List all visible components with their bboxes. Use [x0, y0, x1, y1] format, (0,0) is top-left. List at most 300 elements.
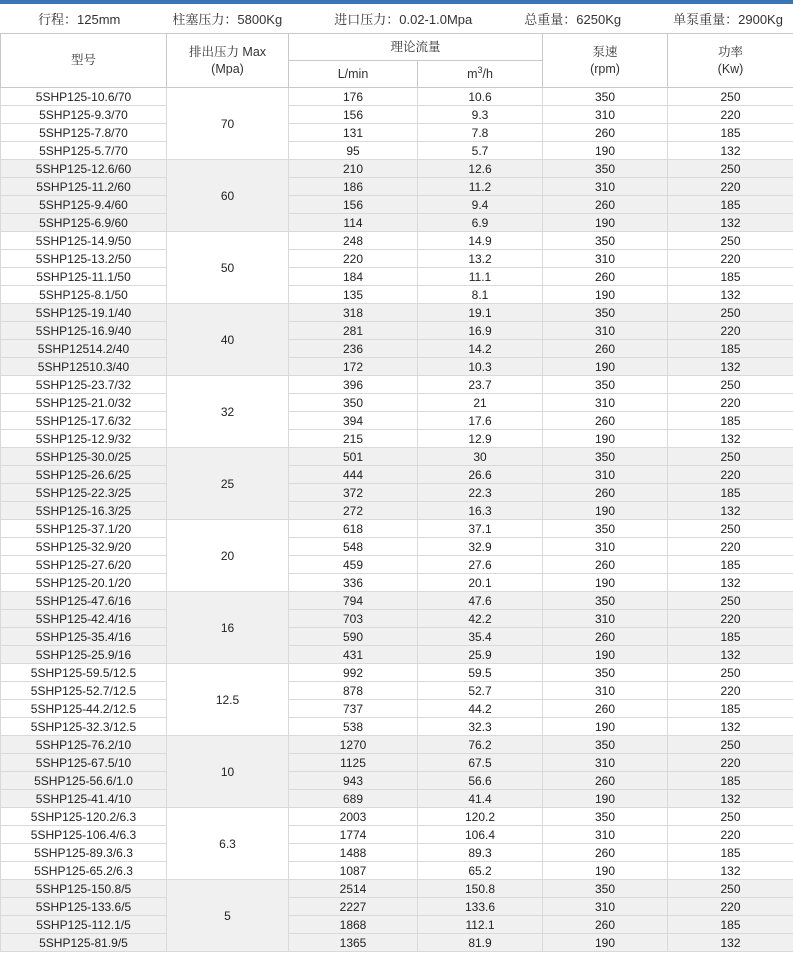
flow-m3h-cell: 41.4	[418, 790, 543, 808]
pump-spec-table	[0, 33, 793, 952]
model-cell: 5SHP125-81.9/5	[1, 934, 167, 952]
table-row	[1, 808, 793, 826]
table-row	[1, 160, 793, 178]
power-cell: 220	[668, 178, 793, 196]
pump-speed-cell: 350	[543, 88, 668, 106]
power-cell: 132	[668, 430, 793, 448]
model-cell: 5SHP125-22.3/25	[1, 484, 167, 502]
model-cell: 5SHP125-11.2/60	[1, 178, 167, 196]
table-row	[1, 322, 793, 340]
pump-speed-cell: 190	[543, 646, 668, 664]
spec-table-body	[1, 88, 793, 952]
table-row	[1, 844, 793, 862]
column-header-lmin: L/min	[289, 61, 418, 88]
pump-speed-cell: 190	[543, 718, 668, 736]
model-cell: 5SHP125-23.7/32	[1, 376, 167, 394]
table-row	[1, 178, 793, 196]
discharge-pressure-cell: 5	[167, 880, 289, 952]
flow-m3h-cell: 11.1	[418, 268, 543, 286]
power-cell: 132	[668, 574, 793, 592]
flow-lmin-cell: 336	[289, 574, 418, 592]
info-item-single-pump-weight: 单泵重量：2900Kg	[673, 12, 783, 27]
discharge-pressure-cell: 32	[167, 376, 289, 448]
flow-lmin-cell: 943	[289, 772, 418, 790]
flow-lmin-cell: 459	[289, 556, 418, 574]
pump-speed-unit: (rpm)	[590, 61, 620, 76]
flow-lmin-cell: 186	[289, 178, 418, 196]
table-row	[1, 394, 793, 412]
table-row	[1, 466, 793, 484]
table-row	[1, 880, 793, 898]
flow-m3h-cell: 47.6	[418, 592, 543, 610]
table-row	[1, 862, 793, 880]
power-label: 功率	[718, 44, 744, 59]
power-cell: 132	[668, 214, 793, 232]
power-cell: 185	[668, 772, 793, 790]
model-cell: 5SHP125-19.1/40	[1, 304, 167, 322]
pump-speed-cell: 260	[543, 700, 668, 718]
flow-lmin-cell: 350	[289, 394, 418, 412]
discharge-pressure-cell: 16	[167, 592, 289, 664]
model-cell: 5SHP125-30.0/25	[1, 448, 167, 466]
table-row	[1, 340, 793, 358]
table-row	[1, 898, 793, 916]
flow-lmin-cell: 1125	[289, 754, 418, 772]
pump-speed-cell: 260	[543, 556, 668, 574]
flow-m3h-cell: 16.3	[418, 502, 543, 520]
model-cell: 5SHP125-32.9/20	[1, 538, 167, 556]
power-cell: 250	[668, 808, 793, 826]
power-cell: 250	[668, 736, 793, 754]
model-cell: 5SHP125-67.5/10	[1, 754, 167, 772]
flow-lmin-cell: 1488	[289, 844, 418, 862]
flow-m3h-cell: 21	[418, 394, 543, 412]
discharge-pressure-label: 排出压力 Max	[188, 44, 267, 59]
column-header-power	[668, 34, 793, 88]
flow-lmin-cell: 618	[289, 520, 418, 538]
flow-m3h-cell: 67.5	[418, 754, 543, 772]
flow-lmin-cell: 156	[289, 106, 418, 124]
flow-m3h-cell: 6.9	[418, 214, 543, 232]
flow-lmin-cell: 538	[289, 718, 418, 736]
table-row	[1, 304, 793, 322]
flow-m3h-cell: 12.6	[418, 160, 543, 178]
pump-speed-cell: 350	[543, 304, 668, 322]
flow-lmin-cell: 737	[289, 700, 418, 718]
header-row-1	[1, 34, 793, 61]
pump-speed-cell: 310	[543, 682, 668, 700]
flow-lmin-cell: 992	[289, 664, 418, 682]
flow-m3h-cell: 9.4	[418, 196, 543, 214]
column-header-m3h	[418, 61, 543, 88]
table-row	[1, 358, 793, 376]
flow-m3h-cell: 42.2	[418, 610, 543, 628]
power-cell: 250	[668, 88, 793, 106]
table-row	[1, 664, 793, 682]
model-cell: 5SHP125-112.1/5	[1, 916, 167, 934]
power-cell: 220	[668, 106, 793, 124]
table-row	[1, 484, 793, 502]
info-item-plunger-force: 柱塞压力：5800Kg	[172, 12, 283, 27]
flow-lmin-cell: 372	[289, 484, 418, 502]
flow-lmin-cell: 590	[289, 628, 418, 646]
flow-m3h-cell: 150.8	[418, 880, 543, 898]
flow-m3h-cell: 10.3	[418, 358, 543, 376]
model-cell: 5SHP125-89.3/6.3	[1, 844, 167, 862]
power-cell: 132	[668, 718, 793, 736]
info-item-total-weight: 总重量：6250Kg	[524, 12, 622, 27]
pump-speed-cell: 310	[543, 826, 668, 844]
flow-m3h-cell: 133.6	[418, 898, 543, 916]
power-cell: 220	[668, 538, 793, 556]
column-header-discharge-pressure	[167, 34, 289, 88]
flow-lmin-cell: 2227	[289, 898, 418, 916]
pump-speed-cell: 190	[543, 142, 668, 160]
spec-table-header	[1, 34, 793, 88]
table-row	[1, 88, 793, 106]
power-cell: 250	[668, 160, 793, 178]
power-unit: (Kw)	[717, 61, 744, 76]
pump-speed-cell: 310	[543, 754, 668, 772]
pump-speed-cell: 350	[543, 664, 668, 682]
power-cell: 220	[668, 826, 793, 844]
model-cell: 5SHP125-13.2/50	[1, 250, 167, 268]
table-row	[1, 646, 793, 664]
table-row	[1, 916, 793, 934]
table-row	[1, 106, 793, 124]
flow-m3h-cell: 22.3	[418, 484, 543, 502]
power-cell: 132	[668, 790, 793, 808]
discharge-pressure-cell: 25	[167, 448, 289, 520]
flow-lmin-cell: 431	[289, 646, 418, 664]
flow-m3h-cell: 9.3	[418, 106, 543, 124]
flow-m3h-cell: 81.9	[418, 934, 543, 952]
model-cell: 5SHP125-41.4/10	[1, 790, 167, 808]
flow-m3h-cell: 76.2	[418, 736, 543, 754]
power-cell: 132	[668, 862, 793, 880]
power-cell: 132	[668, 646, 793, 664]
flow-m3h-cell: 19.1	[418, 304, 543, 322]
model-cell: 5SHP125-52.7/12.5	[1, 682, 167, 700]
flow-lmin-cell: 172	[289, 358, 418, 376]
info-item-inlet-pressure: 进口压力：0.02-1.0Mpa	[334, 12, 473, 27]
pump-speed-cell: 310	[543, 898, 668, 916]
model-cell: 5SHP125-6.9/60	[1, 214, 167, 232]
flow-m3h-cell: 20.1	[418, 574, 543, 592]
pump-speed-cell: 260	[543, 628, 668, 646]
flow-lmin-cell: 501	[289, 448, 418, 466]
table-row	[1, 790, 793, 808]
pump-speed-cell: 260	[543, 772, 668, 790]
model-cell: 5SHP125-133.6/5	[1, 898, 167, 916]
power-cell: 250	[668, 520, 793, 538]
model-cell: 5SHP125-11.1/50	[1, 268, 167, 286]
pump-speed-cell: 350	[543, 448, 668, 466]
model-cell: 5SHP125-47.6/16	[1, 592, 167, 610]
table-row	[1, 286, 793, 304]
pump-speed-cell: 190	[543, 790, 668, 808]
table-row	[1, 538, 793, 556]
discharge-pressure-unit: (Mpa)	[211, 61, 244, 76]
pump-speed-cell: 260	[543, 916, 668, 934]
model-cell: 5SHP125-20.1/20	[1, 574, 167, 592]
model-cell: 5SHP125-44.2/12.5	[1, 700, 167, 718]
power-cell: 220	[668, 610, 793, 628]
model-cell: 5SHP125-120.2/6.3	[1, 808, 167, 826]
discharge-pressure-cell: 10	[167, 736, 289, 808]
pump-speed-cell: 350	[543, 592, 668, 610]
power-cell: 220	[668, 466, 793, 484]
flow-lmin-cell: 1365	[289, 934, 418, 952]
flow-m3h-cell: 112.1	[418, 916, 543, 934]
discharge-pressure-cell: 70	[167, 88, 289, 160]
table-row	[1, 826, 793, 844]
pump-speed-cell: 310	[543, 538, 668, 556]
power-cell: 185	[668, 628, 793, 646]
flow-m3h-cell: 8.1	[418, 286, 543, 304]
table-row	[1, 124, 793, 142]
model-cell: 5SHP125-150.8/5	[1, 880, 167, 898]
flow-m3h-cell: 56.6	[418, 772, 543, 790]
model-cell: 5SHP125-65.2/6.3	[1, 862, 167, 880]
pump-speed-cell: 190	[543, 286, 668, 304]
flow-m3h-cell: 14.9	[418, 232, 543, 250]
table-row	[1, 772, 793, 790]
flow-m3h-cell: 17.6	[418, 412, 543, 430]
pump-speed-cell: 260	[543, 484, 668, 502]
flow-lmin-cell: 156	[289, 196, 418, 214]
flow-lmin-cell: 248	[289, 232, 418, 250]
flow-lmin-cell: 236	[289, 340, 418, 358]
flow-lmin-cell: 135	[289, 286, 418, 304]
power-cell: 220	[668, 394, 793, 412]
table-row	[1, 502, 793, 520]
discharge-pressure-cell: 20	[167, 520, 289, 592]
model-cell: 5SHP125-8.1/50	[1, 286, 167, 304]
flow-m3h-cell: 32.3	[418, 718, 543, 736]
pump-speed-cell: 350	[543, 160, 668, 178]
power-cell: 185	[668, 700, 793, 718]
pump-speed-cell: 350	[543, 808, 668, 826]
flow-m3h-cell: 16.9	[418, 322, 543, 340]
flow-m3h-cell: 35.4	[418, 628, 543, 646]
discharge-pressure-cell: 6.3	[167, 808, 289, 880]
model-cell: 5SHP125-27.6/20	[1, 556, 167, 574]
power-cell: 220	[668, 682, 793, 700]
table-row	[1, 718, 793, 736]
model-cell: 5SHP125-42.4/16	[1, 610, 167, 628]
model-cell: 5SHP125-16.3/25	[1, 502, 167, 520]
flow-lmin-cell: 878	[289, 682, 418, 700]
table-row	[1, 736, 793, 754]
m3h-rest: /h	[482, 66, 493, 81]
flow-lmin-cell: 215	[289, 430, 418, 448]
flow-lmin-cell: 703	[289, 610, 418, 628]
pump-speed-label: 泵速	[592, 44, 618, 59]
column-header-model: 型号	[1, 34, 167, 88]
m3h-base: m	[467, 66, 478, 81]
pump-speed-cell: 260	[543, 340, 668, 358]
power-cell: 185	[668, 196, 793, 214]
flow-lmin-cell: 131	[289, 124, 418, 142]
flow-lmin-cell: 176	[289, 88, 418, 106]
model-cell: 5SHP125-25.9/16	[1, 646, 167, 664]
pump-speed-cell: 190	[543, 214, 668, 232]
flow-m3h-cell: 11.2	[418, 178, 543, 196]
pump-speed-cell: 350	[543, 736, 668, 754]
pump-speed-cell: 190	[543, 574, 668, 592]
model-cell: 5SHP125-35.4/16	[1, 628, 167, 646]
model-cell: 5SHP125-9.3/70	[1, 106, 167, 124]
model-cell: 5SHP125-12.9/32	[1, 430, 167, 448]
flow-m3h-cell: 14.2	[418, 340, 543, 358]
pump-speed-cell: 310	[543, 610, 668, 628]
column-header-theoretical-flow: 理论流量	[289, 34, 543, 61]
flow-lmin-cell: 272	[289, 502, 418, 520]
pump-speed-cell: 260	[543, 412, 668, 430]
flow-lmin-cell: 1868	[289, 916, 418, 934]
pump-speed-cell: 350	[543, 880, 668, 898]
flow-m3h-cell: 5.7	[418, 142, 543, 160]
table-row	[1, 448, 793, 466]
power-cell: 220	[668, 322, 793, 340]
flow-lmin-cell: 318	[289, 304, 418, 322]
pump-speed-cell: 310	[543, 106, 668, 124]
pump-speed-cell: 190	[543, 502, 668, 520]
table-row	[1, 232, 793, 250]
table-row	[1, 682, 793, 700]
table-row	[1, 610, 793, 628]
table-row	[1, 700, 793, 718]
flow-lmin-cell: 394	[289, 412, 418, 430]
flow-m3h-cell: 32.9	[418, 538, 543, 556]
pump-speed-cell: 190	[543, 430, 668, 448]
model-cell: 5SHP12510.3/40	[1, 358, 167, 376]
pump-speed-cell: 350	[543, 232, 668, 250]
column-header-pump-speed	[543, 34, 668, 88]
m3h-superscript: 3	[477, 64, 483, 75]
flow-lmin-cell: 210	[289, 160, 418, 178]
flow-lmin-cell: 794	[289, 592, 418, 610]
flow-lmin-cell: 2003	[289, 808, 418, 826]
model-cell: 5SHP125-5.7/70	[1, 142, 167, 160]
power-cell: 185	[668, 412, 793, 430]
flow-m3h-cell: 26.6	[418, 466, 543, 484]
flow-lmin-cell: 220	[289, 250, 418, 268]
pump-speed-cell: 310	[543, 178, 668, 196]
flow-m3h-cell: 59.5	[418, 664, 543, 682]
discharge-pressure-cell: 60	[167, 160, 289, 232]
model-cell: 5SHP125-7.8/70	[1, 124, 167, 142]
flow-m3h-cell: 23.7	[418, 376, 543, 394]
power-cell: 185	[668, 340, 793, 358]
flow-m3h-cell: 30	[418, 448, 543, 466]
info-item-stroke: 行程：125mm	[38, 12, 121, 27]
flow-lmin-cell: 281	[289, 322, 418, 340]
model-cell: 5SHP125-56.6/1.0	[1, 772, 167, 790]
table-row	[1, 196, 793, 214]
pump-speed-cell: 190	[543, 862, 668, 880]
model-cell: 5SHP125-59.5/12.5	[1, 664, 167, 682]
pump-speed-cell: 260	[543, 844, 668, 862]
flow-lmin-cell: 396	[289, 376, 418, 394]
flow-lmin-cell: 548	[289, 538, 418, 556]
flow-m3h-cell: 52.7	[418, 682, 543, 700]
table-row	[1, 376, 793, 394]
flow-m3h-cell: 89.3	[418, 844, 543, 862]
power-cell: 132	[668, 502, 793, 520]
power-cell: 250	[668, 448, 793, 466]
power-cell: 185	[668, 844, 793, 862]
power-cell: 250	[668, 376, 793, 394]
table-row	[1, 520, 793, 538]
power-cell: 185	[668, 556, 793, 574]
power-cell: 220	[668, 754, 793, 772]
model-cell: 5SHP125-26.6/25	[1, 466, 167, 484]
power-cell: 132	[668, 358, 793, 376]
table-row	[1, 592, 793, 610]
pump-speed-cell: 260	[543, 268, 668, 286]
flow-lmin-cell: 689	[289, 790, 418, 808]
pump-speed-cell: 260	[543, 196, 668, 214]
pump-speed-cell: 310	[543, 466, 668, 484]
power-cell: 250	[668, 304, 793, 322]
table-row	[1, 754, 793, 772]
flow-m3h-cell: 106.4	[418, 826, 543, 844]
model-cell: 5SHP125-16.9/40	[1, 322, 167, 340]
pump-speed-cell: 350	[543, 520, 668, 538]
power-cell: 250	[668, 232, 793, 250]
table-row	[1, 214, 793, 232]
flow-lmin-cell: 1774	[289, 826, 418, 844]
power-cell: 220	[668, 250, 793, 268]
flow-lmin-cell: 114	[289, 214, 418, 232]
model-cell: 5SHP125-10.6/70	[1, 88, 167, 106]
model-cell: 5SHP125-12.6/60	[1, 160, 167, 178]
flow-m3h-cell: 120.2	[418, 808, 543, 826]
model-cell: 5SHP125-9.4/60	[1, 196, 167, 214]
table-row	[1, 142, 793, 160]
flow-m3h-cell: 27.6	[418, 556, 543, 574]
pump-speed-cell: 310	[543, 394, 668, 412]
pump-speed-cell: 350	[543, 376, 668, 394]
pump-speed-cell: 260	[543, 124, 668, 142]
table-row	[1, 556, 793, 574]
power-cell: 185	[668, 484, 793, 502]
flow-lmin-cell: 95	[289, 142, 418, 160]
flow-m3h-cell: 25.9	[418, 646, 543, 664]
flow-lmin-cell: 184	[289, 268, 418, 286]
model-cell: 5SHP125-37.1/20	[1, 520, 167, 538]
power-cell: 250	[668, 664, 793, 682]
power-cell: 250	[668, 592, 793, 610]
flow-lmin-cell: 2514	[289, 880, 418, 898]
flow-m3h-cell: 7.8	[418, 124, 543, 142]
model-cell: 5SHP12514.2/40	[1, 340, 167, 358]
power-cell: 220	[668, 898, 793, 916]
power-cell: 132	[668, 142, 793, 160]
table-row	[1, 268, 793, 286]
discharge-pressure-cell: 50	[167, 232, 289, 304]
discharge-pressure-cell: 40	[167, 304, 289, 376]
model-cell: 5SHP125-76.2/10	[1, 736, 167, 754]
pump-speed-cell: 310	[543, 322, 668, 340]
table-row	[1, 412, 793, 430]
pump-speed-cell: 310	[543, 250, 668, 268]
flow-m3h-cell: 65.2	[418, 862, 543, 880]
flow-lmin-cell: 444	[289, 466, 418, 484]
model-cell: 5SHP125-14.9/50	[1, 232, 167, 250]
